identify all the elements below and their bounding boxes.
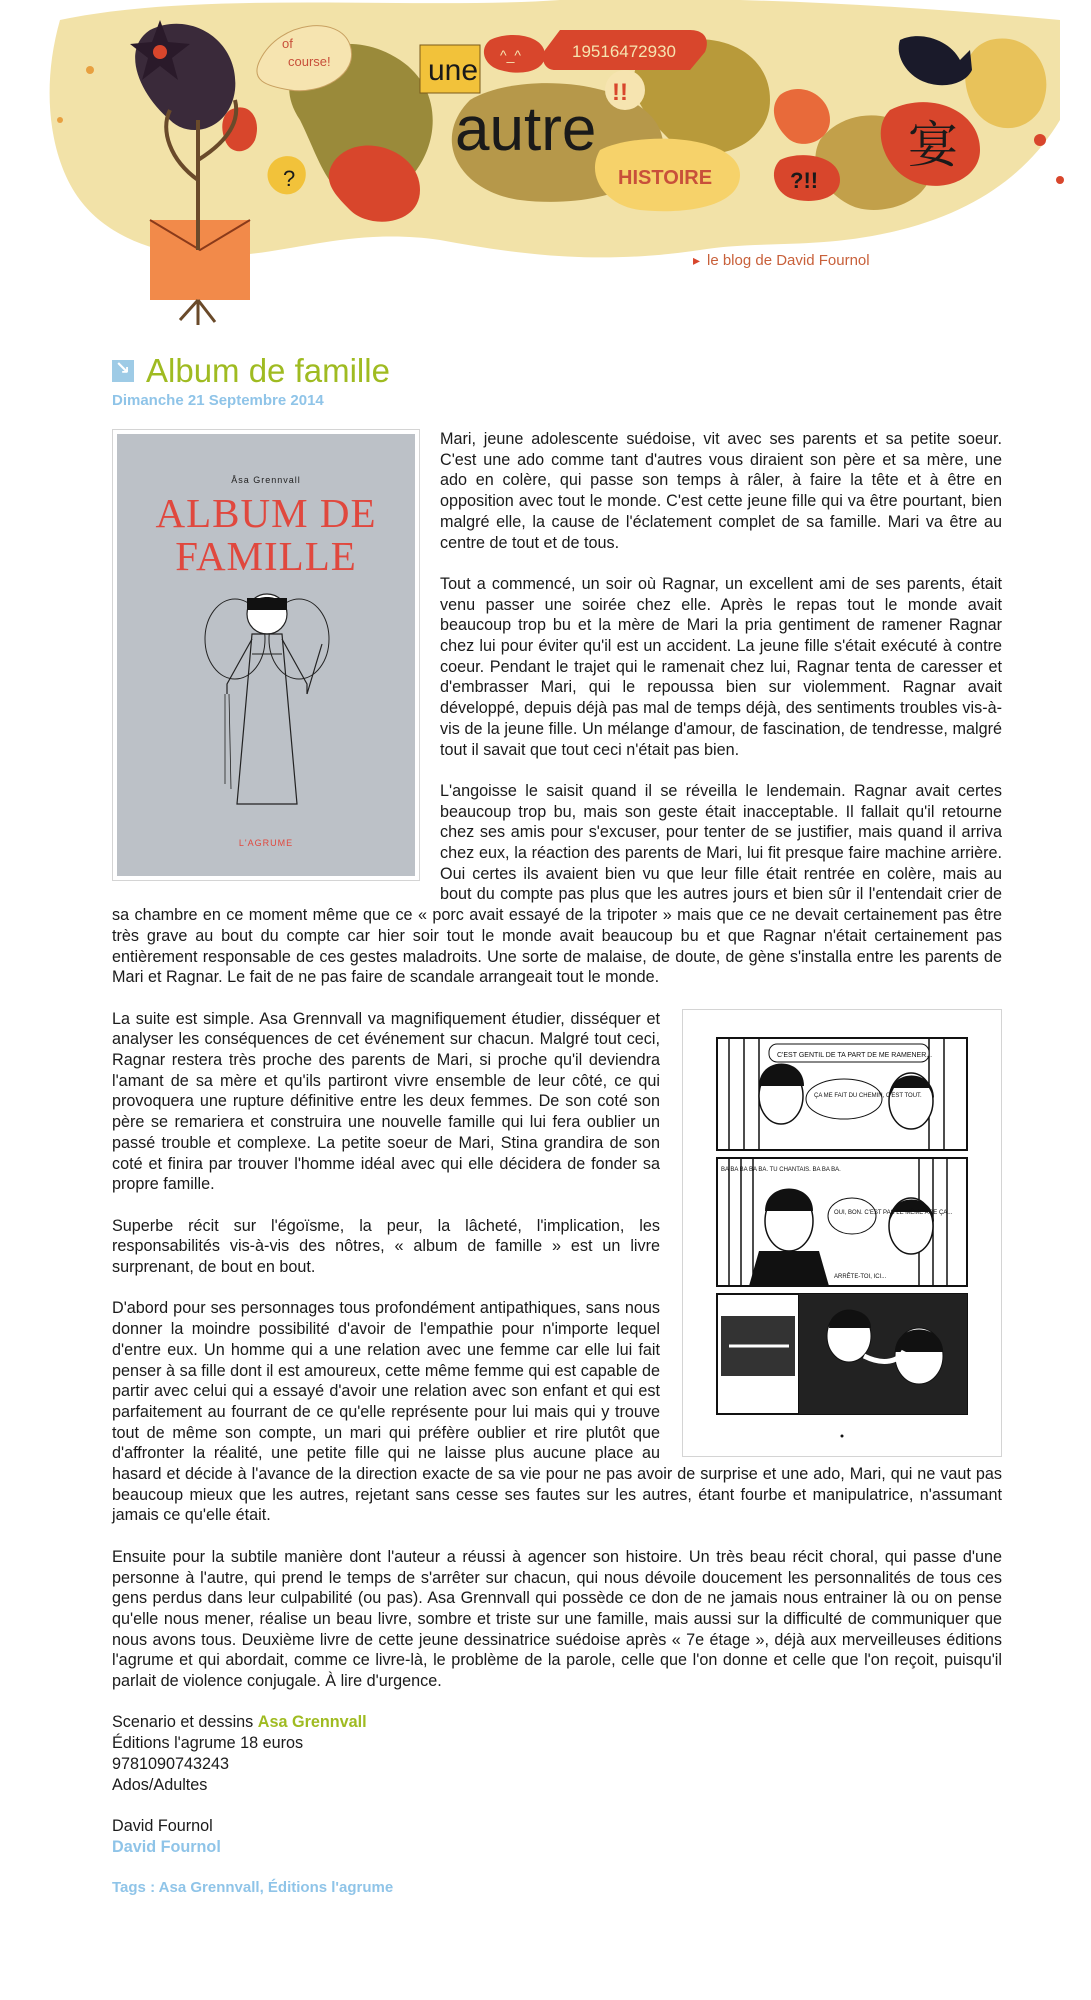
banner-exclaim-text: !! [612, 79, 628, 106]
comic-bubble-2: ÇA ME FAIT DU CHEMIN, C'EST TOUT. [814, 1092, 922, 1099]
post-body [112, 429, 1002, 1899]
post-paragraph: Tout a commencé, un soir où Ragnar, un excellent ami de ses parents, était venu passer une soirée chez elle. Après le repas tout le monde avait beaucoup trop bu et la mère de Mari la pria gentiment de ramener Ragnar chez lui pour éviter qu'il est un accident. La jeune fille s'était exécuté à contre coeur. Pendant le trajet qui le ramenait chez lui, Ragnar tenta de caresser et d'embrasser Mari, qui le repoussa bien sur violemment. Ragnar avait développé, depuis déjà pas mal de temps déjà, des sentiments troubles vis-à-vis de la jeune fille. Un mélange d'amour, de fascination, de tendresse, malgré tout il savait que tout ceci n'était pas bien. [440, 574, 1002, 759]
banner-caret-text: ^_^ [500, 47, 521, 63]
signature-name: David Fournol [112, 1816, 213, 1835]
cover-title-line2: FAMILLE [175, 533, 357, 579]
cover-title-line1: ALBUM DE [155, 490, 377, 536]
tag-link-editions-lagrume[interactable]: Éditions l'agrume [267, 1879, 394, 1897]
cover-title [117, 492, 415, 578]
cover-publisher: L'AGRUME [238, 838, 294, 849]
post-tags [112, 1878, 1002, 1899]
post-paragraph: Mari, jeune adolescente suédoise, vit avec ses parents et sa petite soeur. C'est une ado comme tant d'autres vous diraient son père et sa mère, une ado en colère, qui passe son temps à râler, à faire la tête et à être en opposition avec tout le monde. C'est cette jeune fille qui va être pourtant, bien malgré elle, la cause de l'éclatement complet de sa famille. Mari va être au centre de tout et de tous. [440, 430, 1002, 552]
banner-question-text: ? [283, 166, 296, 191]
comic-illustration [689, 1016, 995, 1450]
tags-label: Tags : [112, 1879, 159, 1897]
blog-post [112, 352, 1002, 1899]
post-title-row [112, 352, 1002, 390]
banner-tagline: le blog de David Fournol [707, 252, 870, 269]
author-link[interactable]: Asa Grennvall [257, 1713, 367, 1732]
banner-qe-text: ?!! [790, 168, 819, 193]
credits-isbn: 9781090743243 [112, 1754, 230, 1773]
banner-kanji-text: 宴 [908, 117, 958, 173]
banner-une-text: une [428, 54, 479, 87]
credits-scenario-label: Scenario et dessins [112, 1713, 258, 1732]
banner-course-text: course! [288, 54, 331, 69]
comic-bubble-3: OUI, BON. C'EST PAS LE MÊME AGE ÇA... [834, 1209, 953, 1216]
banner-number-text: 19516472930 [572, 42, 677, 61]
credits-publisher: Éditions l'agrume 18 euros [112, 1734, 304, 1753]
banner-histoire-text: HISTOIRE [618, 167, 713, 189]
credits-audience: Ados/Adultes [112, 1775, 208, 1794]
cover-author: Åsa Grennvall [231, 475, 301, 485]
comic-caption: BA BA BA BA BA. TU CHANTAIS. BA BA BA. [721, 1166, 841, 1173]
post-signature [112, 1816, 1002, 1857]
post-paragraph: Superbe récit sur l'égoïsme, la peur, la lâcheté, l'implication, les responsabilités vis-à-vis des nôtres, « album de famille » est un livre surprenant, de bout en bout. [112, 1216, 660, 1277]
arrow-icon [112, 360, 134, 382]
book-credits [112, 1712, 1002, 1795]
comic-caption-2: ARRÊTE-TOI, ICI... [834, 1273, 887, 1280]
credits-scenario-line [112, 1712, 1002, 1733]
post-date: Dimanche 21 Septembre 2014 [112, 392, 324, 409]
blog-banner[interactable] [0, 0, 1091, 330]
banner-autre-text: autre [455, 95, 597, 164]
post-title[interactable]: Album de famille [146, 352, 390, 389]
post-paragraph: L'angoisse le saisit quand il se réveilla le lendemain. Ragnar avait certes beaucoup trop bu, mais son geste était inacceptable. Il fallait qu'il retourne chez ses amis pour s'excuser, pour tenter de se justifier, mais quand il arriva chez eux, la réaction des parents de Mari, lui fit presque faire machine arrière. Oui certes ils avaient bien vu que leur fille était rentrée en colère, mais au bout du compte pas plus que les autres jours et bien sûr il l'entendait crier de sa chambre en ce moment même que ce « porc avait essayé de la tripoter » mais que ce ne devait certainement pas être très grave au bout du compte car hier soir tout le monde avait beaucoup bu et que Ragnar n'était certainement pas entièrement responsable de ces gestes maladroits. Une sorte de malaise, de doute, de gène s'installa entre les parents de Mari et Ragnar. Le fait de ne pas faire de scandale arrangeait tout le monde. [112, 781, 1002, 987]
post-paragraph: Ensuite pour la subtile manière dont l'auteur a réussi à agencer son histoire. Un très beau récit choral, qui passe d'une personne à l'autre, qui prend le temps de s'arrêter sur chacun, qui nous dévoile doucement les personnalités de tous ces gens perdus dans leur culpabilité (ou pas). Asa Grennvall qui possède ce don de ne jamais nous entrainer là ou on pense qu'elle nous mener, réalise un beau livre, sombre et triste sur une famille, mais aussi sur la difficulté de communiquer que nous avons tous. Deuxième livre de cette jeune dessinatrice suédoise après « 7e étage », déjà aux merveilleuses éditions l'agrume et qui abordait, comme ce livre-là, le problème de la parole, celle que l'on donne et celle que l'on reçoit, puisqu'il parlait de violence conjugale. À lire d'urgence. [112, 1547, 1002, 1691]
banner-illustration [0, 0, 1091, 330]
tag-link-asa-grennvall[interactable]: Asa Grennvall [158, 1879, 260, 1897]
comic-bubble-1: C'EST GENTIL DE TA PART DE ME RAMENER... [777, 1051, 933, 1059]
comic-page-image [682, 1009, 1002, 1457]
post-paragraph: D'abord pour ses personnages tous profondément antipathiques, sans nous donner la moindre possibilité d'avoir de l'empathie pour n'importe lequel d'entre eux. Un homme qui a une relation avec une femme car elle lui fait penser à sa fille dont il est amoureux, cette même femme qui est capable de partir avec celui qui a essayé d'avoir une relation avec son enfant et qui est parfaitement au fourrant de ce qu'elle représente pour lui mais qui y trouve tout de même son compte, un mari qui préfère oublier et rire plutôt que d'affronter la réalité, une petite fille qui ne laisse plus aucune place au hasard et décide à l'avance de la direction exacte de sa vie pour ne pas avoir de surprise et une ado, Mari, qui ne vaut pas beaucoup mieux que les autres, rejetant sans cesse ses fautes sur les autres, étant fourbe et manipulatrice, n'assumant jamais ce qu'elle était. [112, 1299, 1002, 1525]
post-paragraph: La suite est simple. Asa Grennvall va magnifiquement étudier, disséquer et analyser les conséquences de cet événement sur chacun. Malgré tout ceci, Ragnar restera très proche des parents de Mari, si proche qu'il deviendra l'amant de sa mère et qu'ils partiront vivre ensemble de leur côté, ce qui provoquera une rupture définitive entre les deux femmes. De son coté son père se remariera et construira une nouvelle famille qui lui fera oublier un passé trouble et complexe. La petite soeur de Mari, Stina grandira de son coté et finira par trouver l'homme idéal avec qui elle décidera de fonder sa propre famille. [112, 1009, 660, 1194]
tags-separator: , [259, 1879, 268, 1897]
signature-author-link[interactable]: David Fournol [112, 1837, 221, 1856]
book-cover [117, 434, 415, 876]
tagline-arrow-icon: ▸ [693, 252, 701, 268]
banner-of-text: of [282, 36, 293, 51]
book-cover-image [112, 429, 420, 881]
cover-girl-illustration [197, 584, 337, 814]
